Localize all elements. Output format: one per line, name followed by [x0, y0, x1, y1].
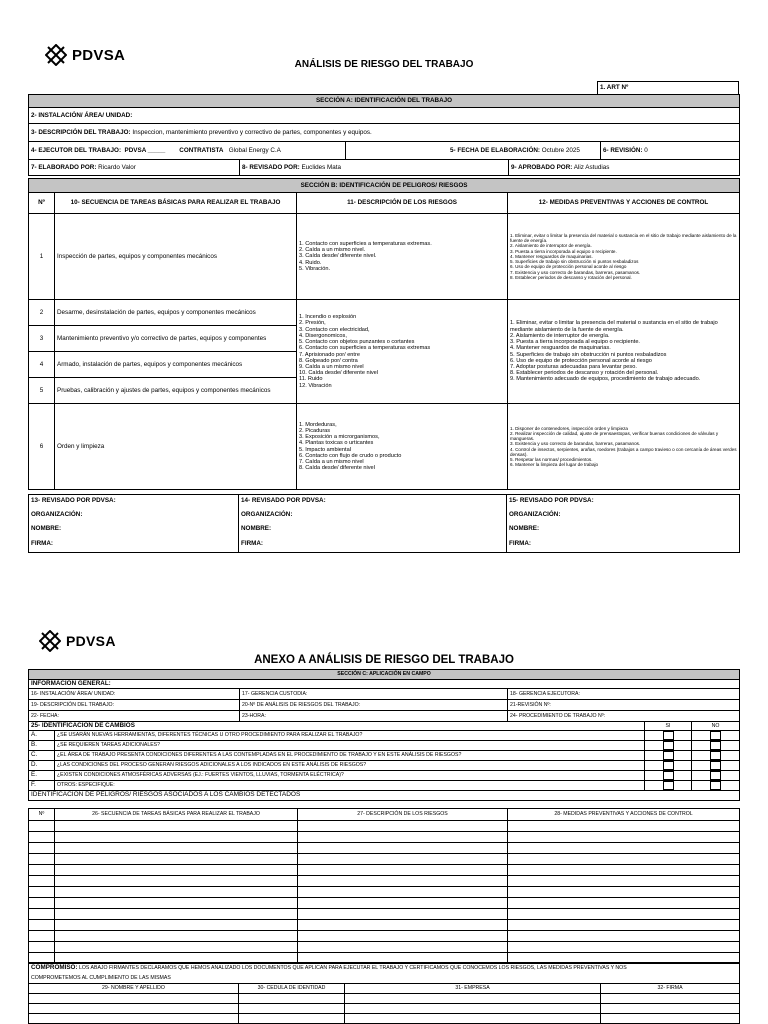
col-31-header: 31- EMPRESA	[345, 984, 601, 994]
risk-item: 7. Caída a un mismo nivel	[299, 458, 364, 465]
revision-label: 6- REVISIÓN:	[603, 146, 643, 154]
commitment-label: COMPROMISO:	[31, 964, 78, 972]
field-16: 16- INSTALACIÓN/ ÁREA/ UNIDAD:	[29, 689, 240, 700]
row-task: Mantenimiento preventivo y/o correctivo de partes, equipos y componentes	[55, 326, 297, 352]
sign-signature: FIRMA:	[507, 537, 740, 553]
review-signatures	[28, 494, 740, 553]
si-checkbox[interactable]	[663, 751, 674, 760]
change-question: OTROS: ESPECIFIQUE:	[55, 781, 645, 791]
risks-list-1	[297, 214, 508, 300]
field-25: 25- IDENTIFICACIÓN DE CAMBIOS	[29, 722, 645, 731]
table-row	[29, 1014, 740, 1024]
field-17: 17- GERENCIA CUSTODIA:	[240, 689, 508, 700]
col-measures-header: 12- MEDIDAS PREVENTIVAS Y ACCIONES DE CONTROL	[508, 193, 740, 214]
row-no: 6	[29, 404, 55, 490]
risk-item: 2. Presión,	[299, 320, 326, 327]
field-22: 22- FECHA:	[29, 711, 240, 722]
col-risks-header: 11- DESCRIPCIÓN DE LOS RIESGOS	[297, 193, 508, 214]
risk-item: 11. Ruido	[299, 376, 323, 383]
measure-item: 3. Puesta a tierra incorporada al equipo o recipiente.	[510, 248, 617, 254]
change-letter: A.	[29, 731, 55, 741]
approved-field	[509, 160, 740, 176]
row-no: 2	[29, 300, 55, 326]
risk-item: 3. Contacto con electricidad,	[299, 326, 370, 333]
section-b-table	[28, 178, 740, 490]
risk-item: 6. Contacto con flujo de crudo o producto	[299, 452, 402, 459]
change-f-si-cell[interactable]	[645, 781, 692, 791]
col-32-header: 32- FIRMA	[601, 984, 740, 994]
change-b-si-cell[interactable]	[645, 741, 692, 751]
measure-item: 6. Uso de equipo de protección personal acorde al riesgo	[510, 357, 652, 364]
no-checkbox[interactable]	[710, 761, 721, 770]
measure-item: 6. Mantener la limpieza del lugar de trabajo	[510, 462, 599, 468]
change-c-no-cell[interactable]	[692, 751, 740, 761]
change-question: ¿LAS CONDICIONES DEL PROCESO GENERAN RIESGOS ADICIONALES A LOS INDICADOS EN ESTE ANÁLISIS DE RIESGOS?	[55, 761, 645, 771]
risk-item: 9. Caída a un mismo nivel	[299, 363, 364, 370]
sign-org: ORGANIZACIÓN:	[239, 508, 507, 522]
col-30-header: 30- CEDULA DE IDENTIDAD	[239, 984, 345, 994]
installation-label: 2- INSTALACIÓN/ ÁREA/ UNIDAD:	[29, 108, 740, 124]
field-21: 21-REVISIÓN Nº:	[508, 700, 740, 711]
pdvsa-logo-icon	[39, 630, 61, 652]
risk-item: 10. Caída desde/ diferente nivel	[299, 370, 378, 377]
table-row	[29, 931, 740, 942]
measure-item: 5. Respetar las normas/ procedimientos.	[510, 456, 593, 462]
measure-item: 1. Eliminar, evitar o limitar la presencia del material o sustancia en el sitio de trabajo mediante aislamiento de la fuente de energía.	[510, 233, 737, 244]
field-19: 19- DESCRIPCIÓN DEL TRABAJO:	[29, 700, 240, 711]
sign-org: ORGANIZACIÓN:	[507, 508, 740, 522]
risk-item: 6. Contacto con superficies a temperaturas extremas	[299, 345, 431, 352]
table-row	[29, 1004, 740, 1014]
approved-label: 9- APROBADO POR:	[511, 163, 573, 171]
no-checkbox[interactable]	[710, 751, 721, 760]
measure-item: 2. Aislamiento de interruptor de energía.	[510, 332, 610, 339]
pdvsa-logo	[39, 630, 116, 652]
row-task: Desarme, desinstalación de partes, equipos y componentes mecánicos	[55, 300, 297, 326]
change-f-no-cell[interactable]	[692, 781, 740, 791]
risk-item: 3. Exposición a microrganismos,	[299, 434, 380, 441]
description-field	[29, 124, 740, 142]
art-label: 1. ART Nº	[598, 82, 739, 95]
change-letter: E.	[29, 771, 55, 781]
approved-value: Aliz Astudias	[573, 163, 610, 171]
col-no-header: Nº	[29, 809, 55, 821]
risk-item: 7. Aprisionado por/ entre	[299, 351, 360, 358]
section-c-table	[28, 669, 740, 801]
change-letter: B.	[29, 741, 55, 751]
si-checkbox[interactable]	[663, 761, 674, 770]
change-b-no-cell[interactable]	[692, 741, 740, 751]
row-no: 3	[29, 326, 55, 352]
measure-item: 2. Aislamiento de interruptor de energía.	[510, 243, 592, 249]
col-risks-header: 27- DESCRIPCIÓN DE LOS RIESGOS	[298, 809, 508, 821]
commitment-table	[28, 962, 740, 1024]
measure-item: 5. Superficies de trabajo sin obstrucción ni puntos resbaladizos	[510, 259, 639, 265]
annex-hazard-table	[28, 808, 740, 964]
measures-list-2	[508, 300, 740, 404]
col-tasks-header: 26- SECUENCIA DE TAREAS BÁSICAS PARA REALIZAR EL TRABAJO	[55, 809, 298, 821]
si-checkbox[interactable]	[663, 741, 674, 750]
no-checkbox[interactable]	[710, 731, 721, 740]
brand-name: PDVSA	[72, 46, 126, 64]
row-task: Orden y limpieza	[55, 404, 297, 490]
table-row	[29, 832, 740, 843]
description-value: Inspeccion, mantenimiento preventivo y correctivo de partes, componentes y equipos.	[132, 128, 372, 136]
row-no: 1	[29, 214, 55, 300]
table-row	[29, 920, 740, 931]
row-no: 4	[29, 352, 55, 378]
prepared-value: Ricardo Valor	[98, 163, 136, 171]
risk-item: 3. Caída desde/ diferente nivel.	[299, 253, 377, 260]
row-no: 5	[29, 378, 55, 404]
si-checkbox[interactable]	[663, 781, 674, 790]
risk-item: 4. Plantas toxicas o urticantes	[299, 440, 374, 447]
sign-signature: FIRMA:	[239, 537, 507, 553]
row-task: Inspección de partes, equipos y componentes mecánicos	[55, 214, 297, 300]
risk-item: 5. Contacto con objetos punzantes o cortantes	[299, 339, 415, 346]
col-measures-header: 28- MEDIDAS PREVENTIVAS Y ACCIONES DE CONTROL	[508, 809, 740, 821]
hazard-id-label: IDENTIFICACIÓN DE PELIGROS/ RIESGOS ASOCIADOS A LOS CAMBIOS DETECTADOS	[29, 791, 740, 801]
risk-item: 5. Vibración.	[299, 265, 330, 272]
measure-item: 6. Uso de equipo de protección personal acorde al riesgo	[510, 264, 627, 270]
change-a-no-cell[interactable]	[692, 731, 740, 741]
table-row	[29, 843, 740, 854]
table-row	[29, 821, 740, 832]
change-question: ¿SE REQUIEREN TAREAS ADICIONALES?	[55, 741, 645, 751]
measure-item: 1. Disponer de contenedores, inspección orden y limpieza	[510, 425, 628, 431]
table-row	[29, 942, 740, 953]
sign-title: 14- REVISADO POR PDVSA:	[239, 495, 507, 508]
risk-item: 2. Caída a un mismo nivel.	[299, 247, 366, 254]
reviewed-label: 8- REVISADO POR:	[242, 163, 300, 171]
brand-name: PDVSA	[66, 633, 116, 649]
revision-field	[601, 142, 740, 160]
risk-item: 12. Vibración	[299, 382, 332, 389]
measures-list-6	[508, 404, 740, 490]
risk-item: 5. Impacto ambiental	[299, 446, 351, 453]
risk-item: 4. Ruido.	[299, 259, 322, 266]
col-tasks-header: 10- SECUENCIA DE TAREAS BÁSICAS PARA REALIZAR EL TRABAJO	[55, 193, 297, 214]
revision-value: 0	[644, 146, 648, 154]
row-task: Pruebas, calibración y ajustes de partes, equipos y componentes mecánicos	[55, 378, 297, 404]
prepared-label: 7- ELABORADO POR:	[31, 163, 97, 171]
section-c-header: SECCIÓN C: APLICACIÓN EN CAMPO	[29, 670, 740, 680]
contractor-label: CONTRATISTA	[179, 146, 224, 154]
change-question: ¿SE USARÁN NUEVAS HERRAMIENTAS, DIFERENTES TÉCNICAS U OTRO PROCEDIMIENTO PARA REALIZAR EL TRABAJO?	[55, 731, 645, 741]
measure-item: 2. Realizar inspección de calidad, ajuste de prensaestopas, verificar buenas condiciones de válvulas y mangueras.	[510, 430, 719, 442]
sign-title: 15- REVISADO POR PDVSA:	[507, 495, 740, 508]
executor-label: 4- EJECUTOR DEL TRABAJO:	[31, 146, 122, 154]
risk-item: 8. Golpeado por/ contra	[299, 357, 358, 364]
change-d-no-cell[interactable]	[692, 761, 740, 771]
prepared-field	[29, 160, 240, 176]
risks-list-2	[297, 300, 508, 404]
reviewed-value: Euclides Mata	[301, 163, 342, 171]
reviewed-field	[240, 160, 509, 176]
measure-item: 7. Adoptar posturas adecuadas para levantar peso.	[510, 363, 637, 370]
risk-item: 1. Incendio o explosión	[299, 314, 357, 321]
sign-name: NOMBRE:	[507, 522, 740, 537]
measure-item: 8. Establecer periodos de descanso y rotación del personal.	[510, 274, 632, 280]
no-header: NO	[692, 722, 740, 731]
table-row	[29, 909, 740, 920]
date-field	[346, 142, 601, 160]
si-checkbox[interactable]	[663, 731, 674, 740]
section-b-header: SECCIÓN B: IDENTIFICACIÓN DE PELIGROS/ RIESGOS	[29, 179, 740, 193]
executor-field	[29, 142, 346, 160]
no-checkbox[interactable]	[710, 771, 721, 780]
annex-title: ANEXO A ANÁLISIS DE RIESGO DEL TRABAJO	[254, 654, 514, 666]
field-24: 24- PROCEDIMIENTO DE TRABAJO Nº:	[508, 711, 740, 722]
measure-item: 9. Mantenimiento adecuado de equipos, procedimiento de trabajo adecuado.	[510, 376, 701, 383]
description-label: 3- DESCRIPCIÓN DEL TRABAJO:	[31, 128, 131, 136]
change-e-no-cell[interactable]	[692, 771, 740, 781]
sign-name: NOMBRE:	[239, 522, 507, 537]
date-value: Octubre 2025	[541, 146, 580, 154]
change-question: ¿EL ÁREA DE TRABAJO PRESENTA CONDICIONES DIFERENTES A LAS CONTEMPLADAS EN EL PROCEDIMIENTO DE TRABAJO Y EN ESTE ANÁLISIS DE RIESGOS?	[55, 751, 645, 761]
change-question: ¿EXISTEN CONDICIONES ATMOSFÉRICAS ADVERSAS (EJ.: FUERTES VIENTOS, LLUVIAS, TORMENTA ELÉCTRICA)?	[55, 771, 645, 781]
sign-name: NOMBRE:	[29, 522, 239, 537]
risk-item: 4. Disergonomicos,	[299, 332, 347, 339]
change-letter: D.	[29, 761, 55, 771]
table-row	[29, 865, 740, 876]
page-title: ANÁLISIS DE RIESGO DEL TRABAJO	[294, 59, 474, 70]
section-a-header: SECCIÓN A: IDENTIFICACIÓN DEL TRABAJO	[29, 95, 740, 108]
art-table	[597, 81, 739, 95]
row-task: Armado, instalación de partes, equipos y componentes mecánicos	[55, 352, 297, 378]
commitment-row	[29, 963, 740, 974]
risk-item: 8. Caída desde/ diferente nivel	[299, 465, 375, 472]
sign-signature: FIRMA:	[29, 537, 239, 553]
measure-item: 1. Eliminar, evitar o limitar la presencia del material o sustancia en el sitio de trabajo mediante aislamiento de la fuente de energía.	[510, 320, 718, 333]
measure-item: 4. Control de insectos, serpientes, arañas, roedores (trabajos a campo travieso o con cercanía de áreas verdes densas).	[510, 446, 737, 457]
table-row	[29, 887, 740, 898]
risk-item: 1. Mordeduras,	[299, 421, 337, 428]
measure-item: 3. Existencia y uso correcto de barandas, barreras, pasamanos.	[510, 441, 641, 447]
table-row	[29, 994, 740, 1004]
change-d-si-cell[interactable]	[645, 761, 692, 771]
col-29-header: 29- NOMBRE Y APELLIDO	[29, 984, 239, 994]
risks-list-6	[297, 404, 508, 490]
no-checkbox[interactable]	[710, 781, 721, 790]
sign-org: ORGANIZACIÓN:	[29, 508, 239, 522]
si-header: SI	[645, 722, 692, 731]
contractor-value: Global Energy C.A	[228, 146, 281, 154]
field-18: 18- GERENCIA EJECUTORA:	[508, 689, 740, 700]
table-row	[29, 876, 740, 887]
change-a-si-cell[interactable]	[645, 731, 692, 741]
section-a-table	[28, 94, 740, 176]
change-e-si-cell[interactable]	[645, 771, 692, 781]
commitment-text-2: COMPROMETEMOS AL CUMPLIMIENTO DE LAS MISMAS	[29, 974, 740, 984]
measure-item: 7. Existencia y uso correcto de barandas, barreras, pasamanos.	[510, 269, 641, 275]
change-letter: F.	[29, 781, 55, 791]
risk-item: 2. Picaduras	[299, 427, 331, 434]
table-row	[29, 854, 740, 865]
measure-item: 5. Superficies de trabajo sin obstrucción ni puntos resbaladizos	[510, 351, 667, 358]
risk-item: 1. Contacto con superficies a temperaturas extremas.	[299, 240, 432, 247]
executor-pdvsa: PDVSA _____	[124, 146, 166, 154]
measure-item: 4. Mantener resguardos de maquinarias.	[510, 345, 611, 352]
measures-list-1	[508, 214, 740, 300]
field-23: 23-HORA:	[240, 711, 508, 722]
general-info-label: INFORMACIÓN GENERAL:	[29, 680, 740, 689]
measure-item: 4. Mantener resguardos de maquinarias.	[510, 253, 593, 259]
table-row	[29, 898, 740, 909]
change-c-si-cell[interactable]	[645, 751, 692, 761]
measure-item: 8. Establecer periodos de descanso y rotación del personal.	[510, 370, 659, 377]
no-checkbox[interactable]	[710, 741, 721, 750]
date-label: 5- FECHA DE ELABORACIÓN:	[450, 146, 541, 154]
si-checkbox[interactable]	[663, 771, 674, 780]
measure-item: 3. Puesta a tierra incorporada al equipo o recipiente.	[510, 339, 640, 346]
commitment-text: LOS ABAJO FIRMANTES DECLARAMOS QUE HEMOS ANALIZADO LOS DOCUMENTOS QUE APLICAN PARA EJECUTAR EL TRABAJO Y CERTIFICAMOS QUE CONOCEMOS LOS RIESGOS, LAS MEDIDAS PREVENTIVAS Y NOS	[78, 965, 627, 972]
sign-title: 13- REVISADO POR PDVSA:	[29, 495, 239, 508]
change-letter: C.	[29, 751, 55, 761]
col-no-header: Nº	[29, 193, 55, 214]
field-20: 20-Nº DE ANÁLISIS DE RIESGOS DEL TRABAJO:	[240, 700, 508, 711]
